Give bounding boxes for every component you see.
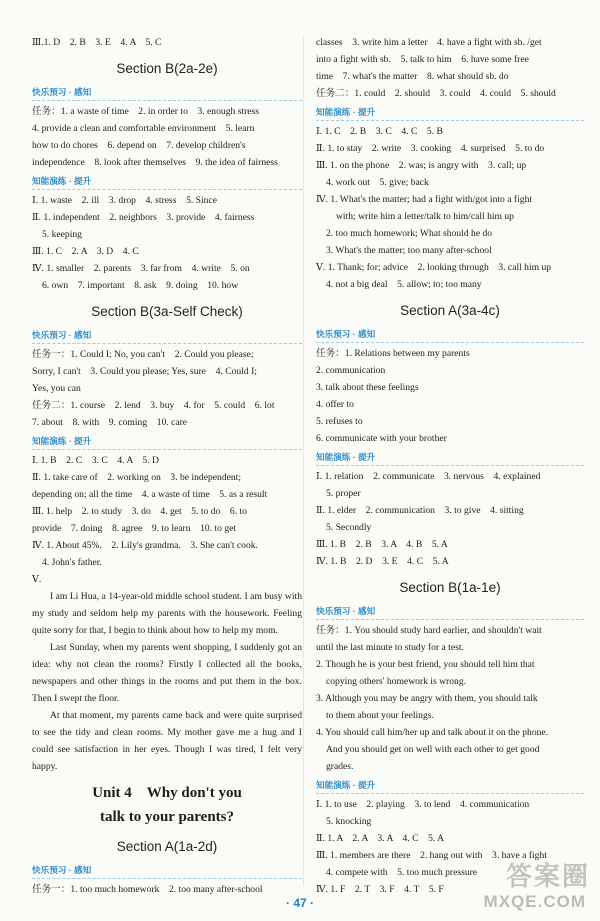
answer-line: Ⅲ. 1. B 2. B 3. A 4. B 5. A <box>316 539 448 550</box>
answer-line: 任务：1. Relations between my parents <box>316 348 470 359</box>
section-title: Section B(3a-Self Check) <box>91 304 243 319</box>
subheading-practice: 知能演练 · 提升 <box>316 104 584 121</box>
answer-line: 任务二：1. course 2. lend 3. buy 4. for 5. could 6. lot <box>32 400 275 411</box>
answer-line: how to do chores 6. depend on 7. develop children's <box>32 140 246 151</box>
essay-paragraph: I am Li Hua, a 14-year-old middle school student. I am busy with my study and seldom help my parents with the housework. Feeling quite sorry for that, I begin to think about how to help my mom. <box>32 591 302 636</box>
answer-line: 4. work out 5. give; back <box>326 177 429 188</box>
subheading-preview: 快乐预习 · 感知 <box>32 84 302 101</box>
column-divider <box>303 36 304 886</box>
answer-line: Ⅰ. 1. to use 2. playing 3. to lend 4. communication <box>316 799 530 810</box>
answer-line: Ⅱ. 1. independent 2. neighbors 3. provide 4. fairness <box>32 212 255 223</box>
section-title: Section A(3a-4c) <box>400 303 500 318</box>
section-title: Section B(2a-2e) <box>116 61 218 76</box>
answer-line: Ⅴ. 1. Thank; for; advice 2. looking through 3. call him up <box>316 262 552 273</box>
answer-line: grades. <box>326 761 354 772</box>
answer-line: 3. What's the matter; too many after-school <box>326 245 492 256</box>
answer-line: 4. offer to <box>316 399 354 410</box>
answer-line: Ⅱ. 1. elder 2. communication 3. to give 4. sitting <box>316 505 524 516</box>
subheading-practice: 知能演练 · 提升 <box>316 777 584 794</box>
watermark-url: MXQE.COM <box>483 892 586 911</box>
subheading-practice: 知能演练 · 提升 <box>32 433 302 450</box>
answer-line: 3. Although you may be angry with them, you should talk <box>316 693 538 704</box>
answer-line: Ⅰ. 1. waste 2. ill 3. drop 4. stress 5. Since <box>32 195 217 206</box>
answer-line: Ⅱ. 1. to stay 2. write 3. cooking 4. surprised 5. to do <box>316 143 545 154</box>
answer-line: 5. Secondly <box>326 522 372 533</box>
answer-line: Ⅲ. 1. members are there 2. hang out with 3. have a fight <box>316 850 547 861</box>
answer-line: Ⅲ.1. D 2. B 3. E 4. A 5. C <box>32 37 162 48</box>
essay-paragraph: Last Sunday, when my parents went shopping, I suddenly got an idea: why not clean the rooms? Firstly I collected all the books, newspapers and other things in the rooms and put them in the box. Then I swept the floor. <box>32 642 302 704</box>
answer-line: into a fight with sb. 5. talk to him 6. have some free <box>316 54 529 65</box>
answer-line: 4. You should call him/her up and talk about it on the phone. <box>316 727 549 738</box>
answer-line: Ⅳ. 1. About 45%. 2. Lily's grandma. 3. She can't cook. <box>32 540 258 551</box>
answer-line: 任务一：1. Could I; No, you can't 2. Could you please; <box>32 349 254 360</box>
unit-title-line: talk to your parents? <box>99 809 235 825</box>
answer-line: 4. compete with 5. too much pressure <box>326 867 478 878</box>
unit-title <box>32 781 302 829</box>
subheading-practice: 知能演练 · 提升 <box>316 449 584 466</box>
answer-line: Ⅱ. 1. A 2. A 3. A 4. C 5. A <box>316 833 445 844</box>
answer-line: Ⅳ. 1. smaller 2. parents 3. far from 4. write 5. on <box>32 263 250 274</box>
answer-line: 4. John's father. <box>42 557 102 568</box>
section-title: Section B(1a-1e) <box>399 580 501 595</box>
left-column <box>32 34 302 898</box>
answer-line: copying others' homework is wrong. <box>326 676 467 687</box>
answer-line: Ⅰ. 1. C 2. B 3. C 4. C 5. B <box>316 126 443 137</box>
answer-line: 5. knocking <box>326 816 372 827</box>
subheading-preview: 快乐预习 · 感知 <box>316 326 584 343</box>
watermark-text: 答案圈 <box>505 862 590 892</box>
right-column <box>316 34 584 898</box>
answer-line: independence 8. look after themselves 9. the idea of fairness <box>32 157 278 168</box>
subheading-preview: 快乐预习 · 感知 <box>32 327 302 344</box>
answer-line: Sorry, I can't 3. Could you please; Yes, sure 4. Could I; <box>32 366 257 377</box>
answer-line: Ⅳ. 1. B 2. D 3. E 4. C 5. A <box>316 556 449 567</box>
watermark-logo <box>482 852 592 914</box>
answer-line: 2. too much homework; What should he do <box>326 228 493 239</box>
answer-line: provide 7. doing 8. agree 9. to learn 10. to get <box>32 523 237 534</box>
answer-line: 任务一：1. too much homework 2. too many after-school <box>32 884 263 895</box>
section-title: Section A(1a-2d) <box>116 839 218 854</box>
answer-line: 4. not a big deal 5. allow; to; too many <box>326 279 482 290</box>
answer-line: 5. proper <box>326 488 361 499</box>
answer-line: 4. provide a clean and comfortable environment 5. learn <box>32 123 255 134</box>
answer-line: And you should get on well with each other to get good <box>326 744 540 755</box>
answer-line: 任务：1. a waste of time 2. in order to 3. enough stress <box>32 106 260 117</box>
answer-line: with; write him a letter/talk to him/call him up <box>336 211 514 222</box>
subheading-practice: 知能演练 · 提升 <box>32 173 302 190</box>
answer-line: 7. about 8. with 9. coming 10. care <box>32 417 188 428</box>
answer-line: time 7. what's the matter 8. what should sb. do <box>316 71 509 82</box>
answer-line: Ⅳ. 1. F 2. T 3. F 4. T 5. F <box>316 884 444 895</box>
answer-line: classes 3. write him a letter 4. have a fight with sb. /get <box>316 37 542 48</box>
answer-line: 任务二：1. could 2. should 3. could 4. could 5. should <box>316 88 556 99</box>
answer-line: 5. keeping <box>42 229 82 240</box>
subheading-preview: 快乐预习 · 感知 <box>32 862 302 879</box>
answer-line: until the last minute to study for a test. <box>316 642 464 653</box>
answer-line: to them about your feelings. <box>326 710 434 721</box>
essay-paragraph: At that moment, my parents came back and were quite surprised to see the tidy and clean rooms. My mother gave me a hug and I could see satisfaction in her eyes. Though I was tired, I felt very happy. <box>32 710 302 772</box>
answer-line: Ⅲ. 1. C 2. A 3. D 4. C <box>32 246 139 257</box>
answer-line: Ⅰ. 1. B 2. C 3. C 4. A 5. D <box>32 455 159 466</box>
answer-line: Ⅳ. 1. What's the matter; had a fight with/got into a fight <box>316 194 533 205</box>
answer-line: Ⅲ. 1. on the phone 2. was; is angry with 3. call; up <box>316 160 527 171</box>
answer-line: 2. Though he is your best friend, you should tell him that <box>316 659 535 670</box>
answer-line: Ⅰ. 1. relation 2. communicate 3. nervous 4. explained <box>316 471 541 482</box>
answer-line: Yes, you can <box>32 383 81 394</box>
answer-line: Ⅱ. 1. take care of 2. working on 3. be independent; <box>32 472 241 483</box>
answer-line: 6. own 7. important 8. ask 9. doing 10. how <box>42 280 239 291</box>
essay-label: Ⅴ. <box>32 574 42 585</box>
subheading-preview: 快乐预习 · 感知 <box>316 603 584 620</box>
page-number: · 47 · <box>285 896 314 910</box>
answer-line: 2. communication <box>316 365 386 376</box>
answer-line: 3. talk about these feelings <box>316 382 419 393</box>
answer-line: 5. refuses to <box>316 416 363 427</box>
unit-title-line: Unit 4 Why don't you <box>92 785 242 801</box>
answer-line: 任务：1. You should study hard earlier, and shouldn't wait <box>316 625 542 636</box>
answer-line: Ⅲ. 1. help 2. to study 3. do 4. get 5. to do 6. to <box>32 506 247 517</box>
answer-line: depending on; all the time 4. a waste of time 5. as a result <box>32 489 268 500</box>
answer-line: 6. communicate with your brother <box>316 433 447 444</box>
